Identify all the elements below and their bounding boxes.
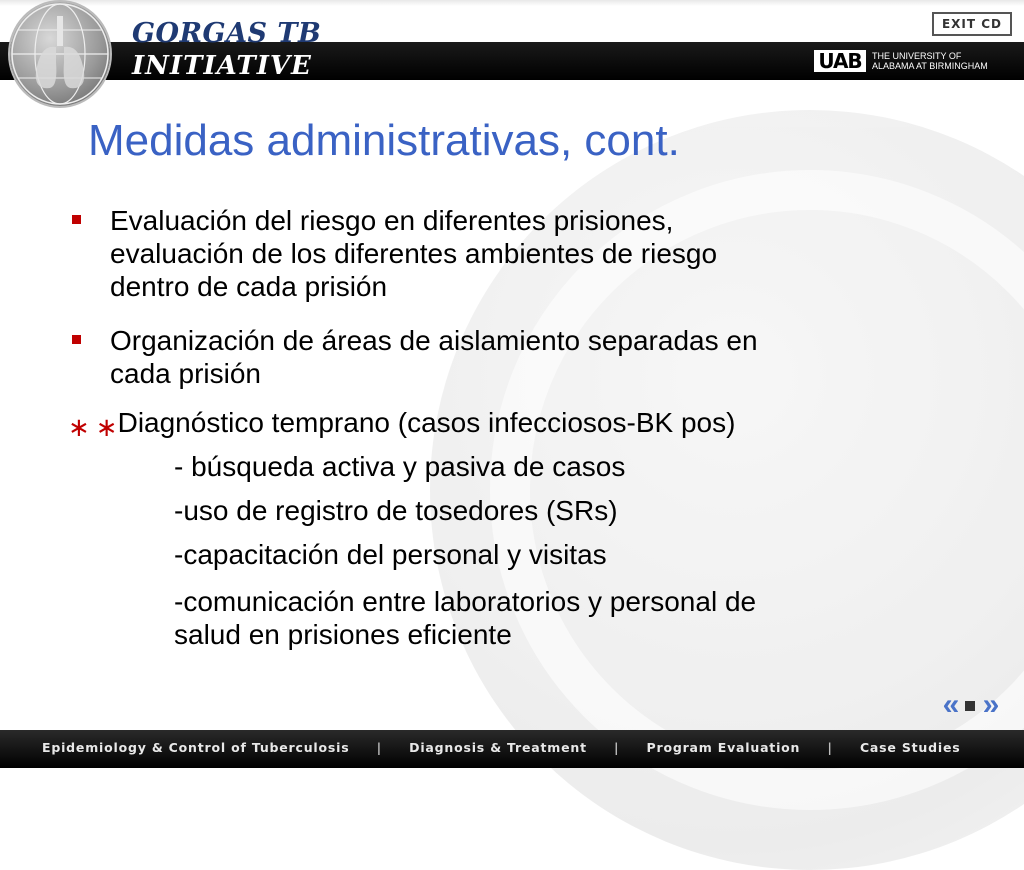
lungs-icon	[10, 2, 110, 106]
header-top-line	[0, 0, 1024, 6]
uab-mark: UAB	[814, 50, 866, 72]
asterisk-icon: ∗	[95, 412, 118, 442]
sub-item: -comunicación entre laboratorios y personal de	[174, 586, 757, 617]
footer-separator: |	[614, 740, 620, 755]
footer-separator: |	[827, 740, 833, 755]
footer-separator: |	[376, 740, 382, 755]
bullet-item	[110, 204, 930, 303]
home-square-icon[interactable]	[965, 701, 975, 711]
bullet-line: cada prisión	[110, 358, 261, 389]
bullet-square-icon	[72, 335, 81, 344]
star-item	[68, 406, 928, 444]
next-slide-icon[interactable]: »	[982, 688, 1000, 721]
brand-line2: INITIATIVE	[132, 51, 312, 81]
bullet-line: Evaluación del riesgo en diferentes prisiones,	[110, 205, 674, 236]
header	[0, 0, 1024, 82]
footer-link-diagnosis[interactable]: Diagnosis & Treatment	[409, 740, 587, 755]
uab-text	[872, 51, 1024, 71]
lungs-globe-logo-icon	[10, 2, 110, 106]
slide-title: Medidas administrativas, cont.	[88, 116, 680, 165]
footer-links	[42, 740, 960, 755]
footer-link-case-studies[interactable]: Case Studies	[859, 740, 961, 755]
bullet-item	[110, 324, 930, 390]
footer-nav	[0, 730, 1024, 768]
sub-item: -capacitación del personal y visitas	[174, 539, 607, 570]
brand-line1: GORGAS TB	[132, 18, 322, 49]
bullet-square-icon	[72, 215, 81, 224]
sub-item: - búsqueda activa y pasiva de casos	[174, 451, 626, 482]
exit-cd-button[interactable]: EXIT CD	[932, 12, 1012, 36]
uab-text-line1: THE UNIVERSITY OF	[872, 51, 962, 61]
slide-navigation	[940, 688, 1002, 721]
footer-link-epidemiology[interactable]: Epidemiology & Control of Tuberculosis	[42, 740, 350, 755]
bullet-line: Organización de áreas de aislamiento separadas en	[110, 325, 758, 356]
star-item-text: Diagnóstico temprano (casos infecciosos-BK pos)	[117, 407, 736, 438]
bullet-line: evaluación de los diferentes ambientes de riesgo	[110, 238, 718, 269]
uab-text-line2: ALABAMA AT BIRMINGHAM	[872, 61, 988, 71]
sub-item: salud en prisiones eficiente	[174, 619, 512, 650]
footer-link-program-evaluation[interactable]: Program Evaluation	[646, 740, 801, 755]
bullet-line: dentro de cada prisión	[110, 271, 388, 302]
brand-logo	[132, 18, 321, 82]
asterisk-icon: ∗	[68, 412, 90, 442]
previous-slide-icon[interactable]: «	[942, 688, 960, 721]
sub-item: -uso de registro de tosedores (SRs)	[174, 495, 618, 526]
